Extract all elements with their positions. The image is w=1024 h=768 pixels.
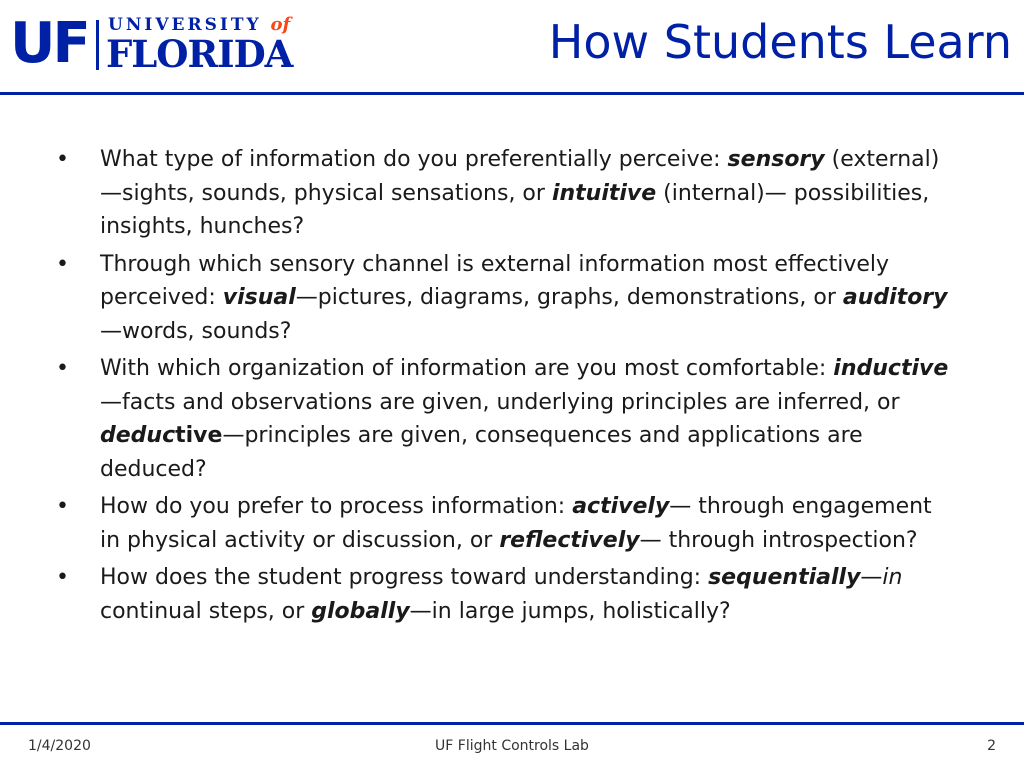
- text-run: —in large jumps, holistically?: [409, 598, 731, 624]
- keyword-visual: visual: [222, 285, 296, 310]
- text-run: How does the student progress toward understanding:: [100, 565, 709, 590]
- bullet-text: [100, 494, 932, 553]
- keyword-actively: actively: [572, 494, 670, 519]
- bullet-item-organization: [54, 352, 954, 486]
- text-run: With which organization of information are you most comfortable:: [100, 356, 834, 381]
- logo-divider: [96, 20, 99, 70]
- bullet-text: [100, 565, 902, 624]
- slide-title: How Students Learn: [548, 15, 1012, 69]
- text-run: —pictures, diagrams, graphs, demonstrations, or: [295, 285, 843, 310]
- bullet-item-perception: [54, 143, 954, 244]
- text-run: continual steps, or: [100, 598, 312, 624]
- logo-of-word: of: [270, 14, 291, 35]
- keyword-sequentially: sequentially: [708, 565, 861, 590]
- text-run: Through which sensory channel is external information most effectively perceived:: [100, 251, 890, 310]
- keyword-globally: globally: [311, 598, 410, 624]
- header-rule: [0, 92, 1024, 95]
- keyword-inductive: inductive: [833, 356, 949, 381]
- bullet-dot: •: [56, 147, 69, 172]
- keyword-auditory: auditory: [842, 285, 948, 310]
- logo-florida-text: FLORIDA: [106, 32, 293, 76]
- bullet-dot: •: [56, 356, 69, 381]
- bullet-item-processing: [54, 490, 954, 557]
- bullet-list: [54, 143, 954, 632]
- text-run: —: [860, 565, 883, 590]
- keyword-deductive-part1: deduc: [100, 423, 176, 448]
- uf-logo: [10, 11, 295, 76]
- footer-page-number: 2: [987, 738, 996, 754]
- footer-rule: [0, 722, 1024, 725]
- keyword-sensory: sensory: [727, 147, 825, 172]
- text-run: (internal)— possibilities, insights, hunches?: [100, 180, 930, 239]
- text-run: — through engagement in physical activity or discussion, or: [100, 494, 932, 553]
- text-run: — through introspection?: [639, 527, 918, 553]
- text-run: —principles are given, consequences and applications are deduced?: [100, 423, 863, 482]
- bullet-item-input: [54, 248, 954, 349]
- text-run: What type of information do you preferentially perceive:: [100, 147, 728, 172]
- text-run: (external)—sights, sounds, physical sensations, or: [100, 147, 940, 206]
- logo-university-word: UNIVERSITY: [108, 15, 262, 35]
- text-run: —facts and observations are given, underlying principles are inferred, or: [100, 389, 900, 415]
- bullet-item-understanding: [54, 561, 954, 628]
- keyword-reflectively: reflectively: [499, 527, 640, 553]
- bullet-dot: •: [56, 494, 69, 519]
- bullet-dot: •: [56, 251, 69, 277]
- logo-uf-letters: UF: [10, 11, 88, 76]
- bullet-dot: •: [56, 565, 69, 590]
- footer-date: 1/4/2020: [28, 738, 91, 754]
- text-run: How do you prefer to process information:: [100, 494, 573, 519]
- footer-lab-name: UF Flight Controls Lab: [435, 738, 589, 754]
- bullet-text: [100, 356, 948, 482]
- bullet-text: [100, 147, 939, 239]
- text-run: —words, sounds?: [100, 318, 292, 344]
- keyword-intuitive: intuitive: [551, 180, 657, 206]
- keyword-deductive-part2: tive: [175, 423, 223, 448]
- bullet-text: [100, 252, 948, 344]
- text-run-italic: in: [882, 565, 903, 590]
